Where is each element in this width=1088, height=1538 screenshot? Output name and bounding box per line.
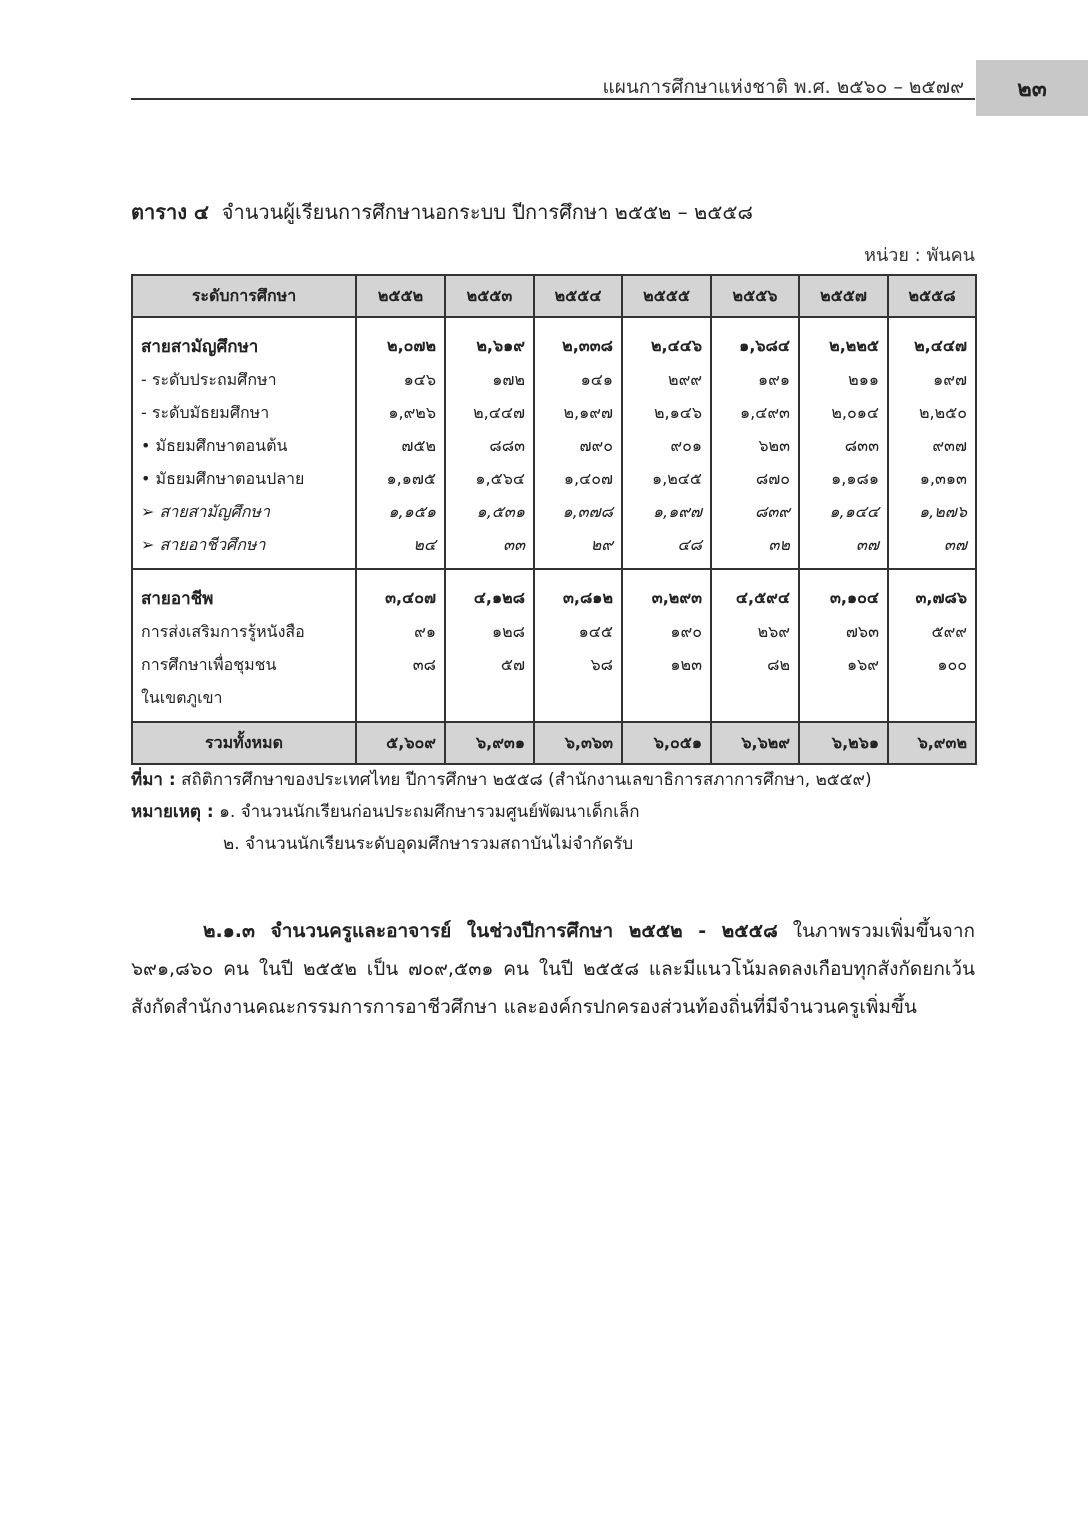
table-cell: ๓,๑๐๔ <box>799 569 888 616</box>
table-cell: ๓๒ <box>711 529 799 569</box>
row-label: ➢ สายอาชีวศึกษา <box>132 529 356 569</box>
table-cell: ๖๘ <box>534 649 622 682</box>
table-cell: ๑,๕๖๔ <box>445 463 534 496</box>
row-label: - ระดับประถมศึกษา <box>132 364 356 397</box>
table-cell: ๑,๑๗๕ <box>356 463 445 496</box>
table-cell: ๙๐๑ <box>622 430 711 463</box>
table-caption-text: จำนวนผู้เรียนการศึกษานอกระบบ ปีการศึกษา ๒๕๕๒ – ๒๕๕๘ <box>221 200 753 224</box>
table-cell: ๕๗ <box>445 649 534 682</box>
row-label: ในเขตภูเขา <box>132 682 356 722</box>
table-total-row <box>132 722 976 764</box>
table-cell: ๑๒๓ <box>622 649 711 682</box>
table-cell: ๒๙ <box>534 529 622 569</box>
table-cell: ๙๓๗ <box>888 430 976 463</box>
table-cell: ๑,๑๘๑ <box>799 463 888 496</box>
table-cell: ๘๒ <box>711 649 799 682</box>
table-cell: ๖,๖๒๙ <box>711 722 799 764</box>
remark-note-2 <box>131 828 872 860</box>
table-cell <box>445 682 534 722</box>
page-number: ๒๓ <box>976 60 1088 116</box>
paragraph-heading: ๒.๑.๓ จำนวนครูและอาจารย์ ในช่วงปีการศึกษา ๒๕๕๒ - ๒๕๕๘ <box>203 920 778 942</box>
table-row <box>132 496 976 529</box>
table-cell: ๑,๔๐๗ <box>534 463 622 496</box>
table-cell: ๑๐๐ <box>888 649 976 682</box>
table-cell: ๑,๒๗๖ <box>888 496 976 529</box>
table-cell: ๑,๙๒๖ <box>356 397 445 430</box>
table-cell <box>622 682 711 722</box>
table-cell: ๑๔๑ <box>534 364 622 397</box>
table-row <box>132 364 976 397</box>
table-cell: ๑,๔๙๓ <box>711 397 799 430</box>
table-cell: ๒๔ <box>356 529 445 569</box>
table-cell: ๓,๗๘๖ <box>888 569 976 616</box>
table-cell: ๒๖๙ <box>711 616 799 649</box>
table-cell: ๔,๑๒๘ <box>445 569 534 616</box>
table-cell: ๓,๒๙๓ <box>622 569 711 616</box>
table-cell: ๒๙๙ <box>622 364 711 397</box>
body-paragraph <box>131 912 975 1026</box>
table-row <box>132 430 976 463</box>
table-row <box>132 317 976 364</box>
table-cell: ๑,๒๔๕ <box>622 463 711 496</box>
table-cell: ๖,๙๓๒ <box>888 722 976 764</box>
table-cell: ๑,๑๔๔ <box>799 496 888 529</box>
table-cell: ๖,๒๖๑ <box>799 722 888 764</box>
table-cell: ๗๖๓ <box>799 616 888 649</box>
row-label: การส่งเสริมการรู้หนังสือ <box>132 616 356 649</box>
table-cell: ๑๙๐ <box>622 616 711 649</box>
table-notes <box>131 764 872 860</box>
row-label: • มัธยมศึกษาตอนปลาย <box>132 463 356 496</box>
table-cell: ๑๔๖ <box>356 364 445 397</box>
table-cell: ๓,๔๐๗ <box>356 569 445 616</box>
header-divider <box>131 98 975 100</box>
table-cell: ๖,๙๓๑ <box>445 722 534 764</box>
column-header: ๒๕๕๔ <box>534 275 622 317</box>
table-cell: ๒,๒๒๕ <box>799 317 888 364</box>
row-label: - ระดับมัธยมศึกษา <box>132 397 356 430</box>
table-cell: ๖,๓๖๓ <box>534 722 622 764</box>
table-cell: ๒,๐๗๒ <box>356 317 445 364</box>
remark-1: ๑. จำนวนนักเรียนก่อนประถมศึกษารวมศูนย์พัฒนาเด็กเล็ก <box>219 802 640 822</box>
row-label: • มัธยมศึกษาตอนต้น <box>132 430 356 463</box>
column-header: ๒๕๕๒ <box>356 275 445 317</box>
table-cell: ๓๘ <box>356 649 445 682</box>
table-cell <box>888 682 976 722</box>
table-cell: ๑,๓๑๓ <box>888 463 976 496</box>
source-label: ที่มา : <box>131 770 176 790</box>
table-cell: ๓๗ <box>888 529 976 569</box>
table-cell: ๒,๖๑๙ <box>445 317 534 364</box>
column-header: ๒๕๕๓ <box>445 275 534 317</box>
table-cell <box>799 682 888 722</box>
table-cell: ๘๓๓ <box>799 430 888 463</box>
remark-note <box>131 796 872 828</box>
table-cell: ๗๙๐ <box>534 430 622 463</box>
table-cell: ๔๘ <box>622 529 711 569</box>
table-row <box>132 649 976 682</box>
table-cell: ๗๕๒ <box>356 430 445 463</box>
table-cell: ๒,๔๔๗ <box>888 317 976 364</box>
paragraph-body: ในภาพรวมเพิ่มขึ้นจาก ๖๙๑,๘๖๐ คน ในปี ๒๕๕๒ เป็น ๗๐๙,๕๓๑ คน ในปี ๒๕๕๘ และมีแนวโน้มลดลงเกือบทุกสังกัดยกเว้นสังกัดสำนักงานคณะกรรมการการอาชีวศึกษา และองค์กรปกครองส่วนท้องถิ่นที่มีจำนวนครูเพิ่มขึ้น <box>131 920 975 1018</box>
table-cell: ๖๒๓ <box>711 430 799 463</box>
row-label: สายสามัญศึกษา <box>132 317 356 364</box>
table-cell: ๑๒๘ <box>445 616 534 649</box>
column-header: ๒๕๕๕ <box>622 275 711 317</box>
running-header-title: แผนการศึกษาแห่งชาติ พ.ศ. ๒๕๖๐ – ๒๕๗๙ <box>602 76 964 98</box>
table-cell: ๑,๕๓๑ <box>445 496 534 529</box>
table-cell: ๓,๘๑๒ <box>534 569 622 616</box>
table-header-row <box>132 275 976 317</box>
table-row <box>132 463 976 496</box>
column-header: ๒๕๕๖ <box>711 275 799 317</box>
table-cell: ๑๗๒ <box>445 364 534 397</box>
table-cell: ๑,๑๙๗ <box>622 496 711 529</box>
total-label: รวมทั้งหมด <box>132 722 356 764</box>
table-cell: ๑๔๕ <box>534 616 622 649</box>
table-cell: ๑,๖๘๔ <box>711 317 799 364</box>
table-cell: ๑๙๗ <box>888 364 976 397</box>
source-text: สถิติการศึกษาของประเทศไทย ปีการศึกษา ๒๕๕๘ (สำนักงานเลขาธิการสภาการศึกษา, ๒๕๕๙) <box>181 770 872 790</box>
table-cell: ๓๓ <box>445 529 534 569</box>
table-cell <box>711 682 799 722</box>
table-cell: ๒๑๑ <box>799 364 888 397</box>
remark-2: ๒. จำนวนนักเรียนระดับอุดมศึกษารวมสถาบันไม่จำกัดรับ <box>223 834 634 854</box>
table-row <box>132 397 976 430</box>
table-cell: ๒,๓๓๘ <box>534 317 622 364</box>
source-note <box>131 764 872 796</box>
table-unit: หน่วย : พันคน <box>864 245 975 266</box>
table-cell: ๑,๓๗๘ <box>534 496 622 529</box>
row-label: สายอาชีพ <box>132 569 356 616</box>
table-row <box>132 682 976 722</box>
table-caption <box>131 196 753 228</box>
table-cell: ๕๙๙ <box>888 616 976 649</box>
table-cell: ๕,๖๐๙ <box>356 722 445 764</box>
table-cell: ๒,๑๔๖ <box>622 397 711 430</box>
table-cell: ๒,๔๔๗ <box>445 397 534 430</box>
table-cell <box>356 682 445 722</box>
column-header: ๒๕๕๗ <box>799 275 888 317</box>
remark-label: หมายเหตุ : <box>131 802 214 822</box>
table-cell <box>534 682 622 722</box>
table-cell: ๙๑ <box>356 616 445 649</box>
table-cell: ๑,๑๕๑ <box>356 496 445 529</box>
table-row <box>132 529 976 569</box>
table-cell: ๒,๐๑๔ <box>799 397 888 430</box>
table-caption-label: ตาราง ๔ <box>131 200 210 224</box>
table-row <box>132 569 976 616</box>
column-header: ๒๕๕๘ <box>888 275 976 317</box>
table-cell: ๑๙๑ <box>711 364 799 397</box>
enrollment-table <box>131 274 977 765</box>
table-cell: ๒,๔๔๖ <box>622 317 711 364</box>
table-cell: ๓๗ <box>799 529 888 569</box>
table-cell: ๘๓๙ <box>711 496 799 529</box>
table-cell: ๑๖๙ <box>799 649 888 682</box>
table-cell: ๘๘๓ <box>445 430 534 463</box>
table-cell: ๒,๒๕๐ <box>888 397 976 430</box>
table-row <box>132 616 976 649</box>
row-label: การศึกษาเพื่อชุมชน <box>132 649 356 682</box>
table-cell: ๔,๕๙๔ <box>711 569 799 616</box>
row-label: ➢ สายสามัญศึกษา <box>132 496 356 529</box>
table-cell: ๘๗๐ <box>711 463 799 496</box>
column-header: ระดับการศึกษา <box>132 275 356 317</box>
table-cell: ๒,๑๙๗ <box>534 397 622 430</box>
table-cell: ๖,๐๕๑ <box>622 722 711 764</box>
